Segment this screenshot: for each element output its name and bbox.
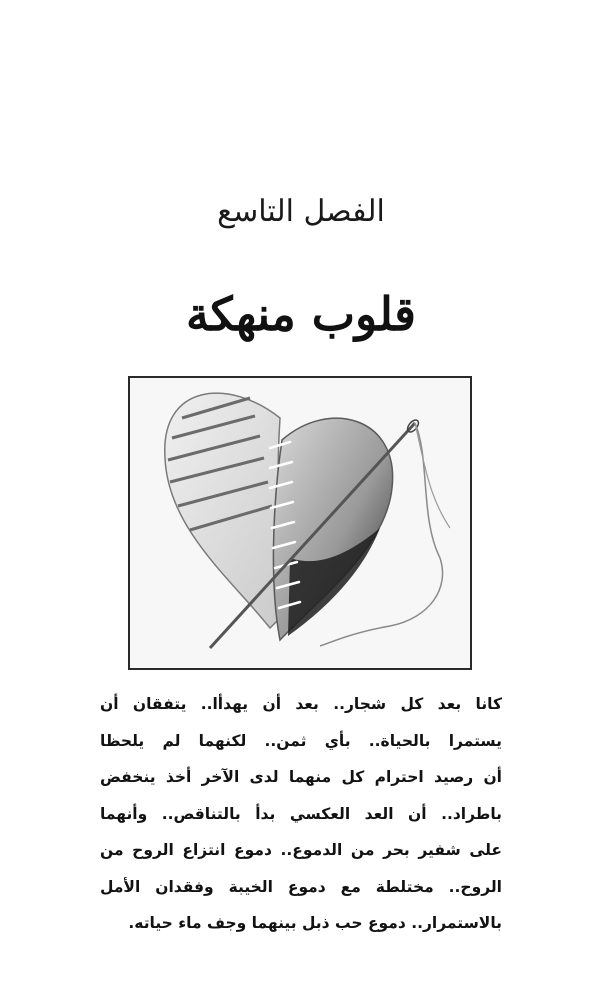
heart-sketch-illustration: [128, 376, 472, 670]
body-paragraph: [100, 686, 502, 942]
body-line: باطراد.. أن العد العكسي بدأ بالتناقص.. وأنهما: [100, 804, 502, 823]
body-line: بالاستمرار.. دموع حب ذبل بينهما وجف ماء حياته.: [128, 914, 502, 932]
body-line: الروح.. مختلطة مع دموع الخيبة وفقدان الأمل: [100, 877, 502, 896]
body-line: كانا بعد كل شجار.. بعد أن يهدأا.. يتفقان أن: [100, 695, 502, 713]
heart-sketch-drawing: [130, 378, 470, 668]
body-line: أن رصيد احترام كل منهما لدى الآخر أخذ ينخفض: [100, 768, 502, 786]
body-line: يستمرا بالحياة.. بأي ثمن.. لكنهما لم يلحظا: [100, 731, 502, 750]
body-line: على شفير بحر من الدموع.. دموع انتزاع الروح من: [100, 841, 502, 859]
chapter-label: الفصل التاسع: [217, 194, 385, 229]
chapter-title: قلوب منهكة: [185, 287, 417, 341]
